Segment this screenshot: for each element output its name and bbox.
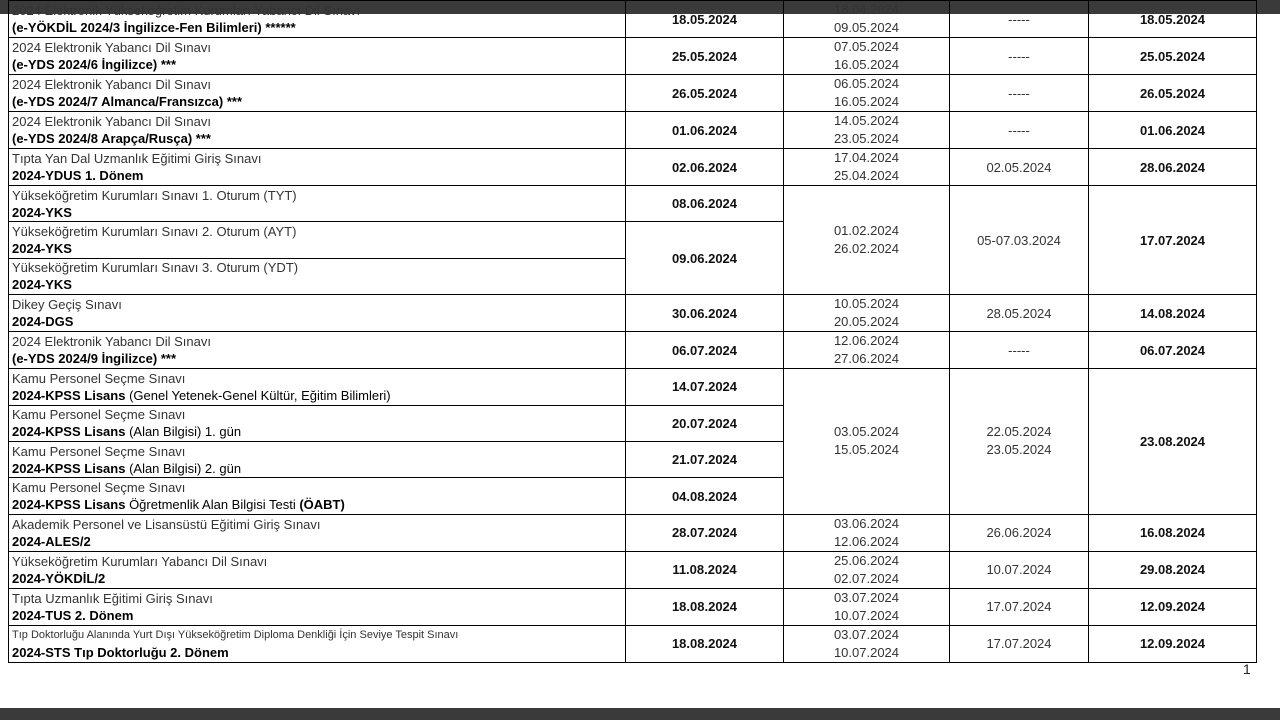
exam-code: 2024-DGS [12, 314, 74, 330]
exam-name-cell [9, 112, 626, 149]
application-end: 26.02.2024 [833, 241, 900, 257]
exam-code-detail: Öğretmenlik Alan Bilgisi Testi [125, 497, 300, 513]
table-row [9, 332, 1257, 369]
application-dates-cell [784, 369, 950, 515]
result-date-cell: 14.08.2024 [1089, 295, 1257, 332]
exam-name-cell [9, 222, 626, 258]
late-application-cell: ----- [950, 75, 1089, 112]
result-date-cell: 16.08.2024 [1089, 514, 1257, 551]
exam-name-cell [9, 332, 626, 369]
exam-title: Tıpta Uzmanlık Eğitimi Giriş Sınavı [12, 590, 213, 606]
result-date-cell: 28.06.2024 [1089, 149, 1257, 186]
application-end: 25.04.2024 [833, 168, 900, 183]
application-start: 17.04.2024 [833, 150, 900, 165]
result-date-cell: 01.06.2024 [1089, 112, 1257, 149]
exam-name-cell [9, 405, 626, 441]
exam-code-detail: (Genel Yetenek-Genel Kültür, Eğitim Bilimleri) [125, 387, 391, 403]
exam-name-cell [9, 588, 626, 625]
table-row [9, 625, 1257, 662]
exam-date-cell: 01.06.2024 [626, 112, 784, 149]
exam-code: 2024-STS Tıp Doktorluğu 2. Dönem [12, 644, 229, 660]
exam-name-cell [9, 625, 626, 662]
exam-date-cell: 21.07.2024 [626, 441, 784, 477]
result-date-cell: 12.09.2024 [1089, 588, 1257, 625]
table-row [9, 75, 1257, 112]
table-row [9, 514, 1257, 551]
table-row [9, 369, 1257, 405]
exam-name-cell [9, 149, 626, 186]
application-end: 09.05.2024 [833, 20, 900, 35]
exam-title: Dikey Geçiş Sınavı [12, 297, 122, 313]
application-end: 16.05.2024 [833, 57, 900, 72]
result-date-cell: 12.09.2024 [1089, 625, 1257, 662]
application-dates-cell [784, 1, 950, 38]
exam-code: (e-YDS 2024/7 Almanca/Fransızca) *** [12, 94, 243, 109]
exam-title: Tıp Doktorluğu Alanında Yurt Dışı Yükseköğretim Diploma Denkliği İçin Seviye Tespit Sınavı [12, 628, 459, 641]
exam-title: 2024 Elektronik Yabancı Dil Sınavı [12, 114, 211, 129]
late-application-cell: 28.05.2024 [950, 295, 1089, 332]
exam-code [12, 496, 625, 513]
exam-code: 2024-YDUS 1. Dönem [12, 168, 144, 183]
exam-title: 2024 Elektronik Yabancı Dil Sınavı [12, 334, 211, 350]
exam-date-cell: 20.07.2024 [626, 405, 784, 441]
exam-date-cell: 25.05.2024 [626, 38, 784, 75]
exam-code: 2024-YKS [12, 204, 72, 220]
exam-schedule-table [8, 0, 1257, 663]
application-start: 10.05.2024 [833, 296, 900, 312]
late-application-cell: ----- [950, 38, 1089, 75]
application-dates-cell [784, 112, 950, 149]
application-end: 23.05.2024 [833, 131, 900, 146]
table-row [9, 1, 1257, 38]
application-dates-cell [784, 551, 950, 588]
exam-code: 2024-YÖKDİL/2 [12, 570, 106, 586]
exam-title: 2024 Elektronik Yabancı Dil Sınavı [12, 77, 211, 92]
exam-code [12, 423, 625, 440]
application-start: 01.02.2024 [833, 223, 900, 239]
result-date-cell: 06.07.2024 [1089, 332, 1257, 369]
exam-name-cell [9, 551, 626, 588]
exam-date-cell: 09.06.2024 [626, 222, 784, 295]
document-page [0, 2, 1280, 708]
application-start: 03.07.2024 [833, 626, 900, 642]
exam-name-cell [9, 514, 626, 551]
exam-code: 2024-TUS 2. Dönem [12, 607, 134, 623]
exam-code-abbr: (ÖABT) [299, 497, 345, 513]
exam-code-detail: (Alan Bilgisi) 2. gün [125, 460, 242, 476]
application-dates-cell [784, 588, 950, 625]
exam-code [12, 460, 625, 477]
exam-code: 2024-YKS [12, 277, 72, 293]
table-row [9, 295, 1257, 332]
late-application-cell: 05-07.03.2024 [950, 186, 1089, 295]
application-start: 14.05.2024 [833, 113, 900, 128]
application-end: 16.05.2024 [833, 94, 900, 109]
exam-name-cell [9, 295, 626, 332]
application-dates-cell [784, 514, 950, 551]
result-date-cell: 18.05.2024 [1089, 1, 1257, 38]
late-application-cell: ----- [950, 1, 1089, 38]
exam-code: (e-YÖKDİL 2024/3 İngilizce-Fen Bilimleri) ****** [12, 20, 296, 35]
application-end: 12.06.2024 [833, 533, 900, 549]
exam-date-cell: 11.08.2024 [626, 551, 784, 588]
late-application-cell [950, 369, 1089, 515]
application-dates-cell [784, 75, 950, 112]
application-start: 12.06.2024 [833, 333, 900, 349]
exam-code [12, 387, 625, 404]
late-application-cell: 10.07.2024 [950, 551, 1089, 588]
page-number: 1 [1243, 661, 1251, 677]
exam-name-cell [9, 186, 626, 222]
late-application-start: 22.05.2024 [986, 424, 1052, 440]
exam-code-bold: 2024-KPSS Lisans [12, 497, 126, 513]
exam-date-cell: 02.06.2024 [626, 149, 784, 186]
exam-code: (e-YDS 2024/8 Arapça/Rusça) *** [12, 131, 211, 146]
late-application-cell: 17.07.2024 [950, 588, 1089, 625]
table-row [9, 551, 1257, 588]
exam-date-cell: 30.06.2024 [626, 295, 784, 332]
viewer-bottom-bar [0, 708, 1280, 720]
exam-date-cell: 14.07.2024 [626, 369, 784, 405]
table-row [9, 38, 1257, 75]
application-dates-cell [784, 38, 950, 75]
application-start: 03.06.2024 [833, 515, 900, 531]
exam-date-cell: 06.07.2024 [626, 332, 784, 369]
application-dates-cell [784, 332, 950, 369]
exam-name-cell [9, 75, 626, 112]
application-dates-cell [784, 149, 950, 186]
exam-date-cell: 08.06.2024 [626, 186, 784, 222]
table-row [9, 186, 1257, 222]
exam-title: Tıpta Yan Dal Uzmanlık Eğitimi Giriş Sınavı [12, 151, 262, 166]
table-row [9, 149, 1257, 186]
application-start: 07.05.2024 [833, 39, 900, 54]
late-application-cell: 17.07.2024 [950, 625, 1089, 662]
exam-date-cell: 28.07.2024 [626, 514, 784, 551]
exam-date-cell: 04.08.2024 [626, 478, 784, 514]
table-row [9, 112, 1257, 149]
exam-code: (e-YDS 2024/6 İngilizce) *** [12, 57, 177, 72]
application-start: 06.05.2024 [833, 76, 900, 91]
exam-date-cell: 26.05.2024 [626, 75, 784, 112]
exam-title: Yükseköğretim Kurumları Sınavı 1. Oturum (TYT) [12, 187, 297, 203]
table-row [9, 588, 1257, 625]
exam-code-bold: 2024-KPSS Lisans [12, 387, 126, 403]
late-application-cell: 02.05.2024 [950, 149, 1089, 186]
exam-name-cell [9, 38, 626, 75]
exam-code-detail: (Alan Bilgisi) 1. gün [125, 424, 242, 440]
exam-title: Kamu Personel Seçme Sınavı [12, 407, 186, 423]
exam-title: Yükseköğretim Kurumları Yabancı Dil Sınavı [12, 553, 268, 569]
application-end: 02.07.2024 [833, 570, 900, 586]
application-start: 18.04.2024 [833, 2, 900, 17]
application-end: 20.05.2024 [833, 314, 900, 330]
application-dates-cell [784, 625, 950, 662]
result-date-cell: 25.05.2024 [1089, 38, 1257, 75]
exam-title: Kamu Personel Seçme Sınavı [12, 480, 186, 496]
application-end: 27.06.2024 [833, 351, 900, 367]
application-start: 03.05.2024 [833, 424, 900, 440]
late-application-cell: 26.06.2024 [950, 514, 1089, 551]
exam-code-bold: 2024-KPSS Lisans [12, 460, 126, 476]
exam-code: 2024-YKS [12, 241, 72, 257]
exam-name-cell [9, 441, 626, 477]
late-application-end: 23.05.2024 [986, 442, 1052, 458]
exam-date-cell: 18.08.2024 [626, 625, 784, 662]
result-date-cell: 23.08.2024 [1089, 369, 1257, 515]
application-start: 25.06.2024 [833, 552, 900, 568]
exam-code: (e-YDS 2024/9 İngilizce) *** [12, 351, 177, 367]
exam-code-bold: 2024-KPSS Lisans [12, 424, 126, 440]
result-date-cell: 29.08.2024 [1089, 551, 1257, 588]
exam-name-cell [9, 478, 626, 514]
exam-title: Akademik Personel ve Lisansüstü Eğitimi Giriş Sınavı [12, 516, 321, 532]
exam-title: Kamu Personel Seçme Sınavı [12, 443, 186, 459]
exam-title: Yükseköğretim Kurumları Sınavı 3. Oturum (YDT) [12, 260, 299, 276]
late-application-cell: ----- [950, 332, 1089, 369]
result-date-cell: 17.07.2024 [1089, 186, 1257, 295]
result-date-cell: 26.05.2024 [1089, 75, 1257, 112]
application-end: 10.07.2024 [833, 644, 900, 660]
exam-name-cell [9, 1, 626, 38]
application-start: 03.07.2024 [833, 589, 900, 605]
exam-code: 2024-ALES/2 [12, 533, 91, 549]
late-application-cell: ----- [950, 112, 1089, 149]
exam-name-cell [9, 369, 626, 405]
exam-name-cell [9, 258, 626, 294]
application-dates-cell [784, 295, 950, 332]
exam-title: 2024 Elektronik Yükseköğretim Kurumları Yabancı Dil Sınavı [12, 3, 361, 18]
exam-date-cell: 18.08.2024 [626, 588, 784, 625]
application-end: 10.07.2024 [833, 607, 900, 623]
exam-title: 2024 Elektronik Yabancı Dil Sınavı [12, 40, 211, 55]
application-dates-cell [784, 186, 950, 295]
exam-title: Kamu Personel Seçme Sınavı [12, 370, 186, 386]
exam-title: Yükseköğretim Kurumları Sınavı 2. Oturum (AYT) [12, 224, 297, 240]
exam-date-cell: 18.05.2024 [626, 1, 784, 38]
application-end: 15.05.2024 [833, 442, 900, 458]
